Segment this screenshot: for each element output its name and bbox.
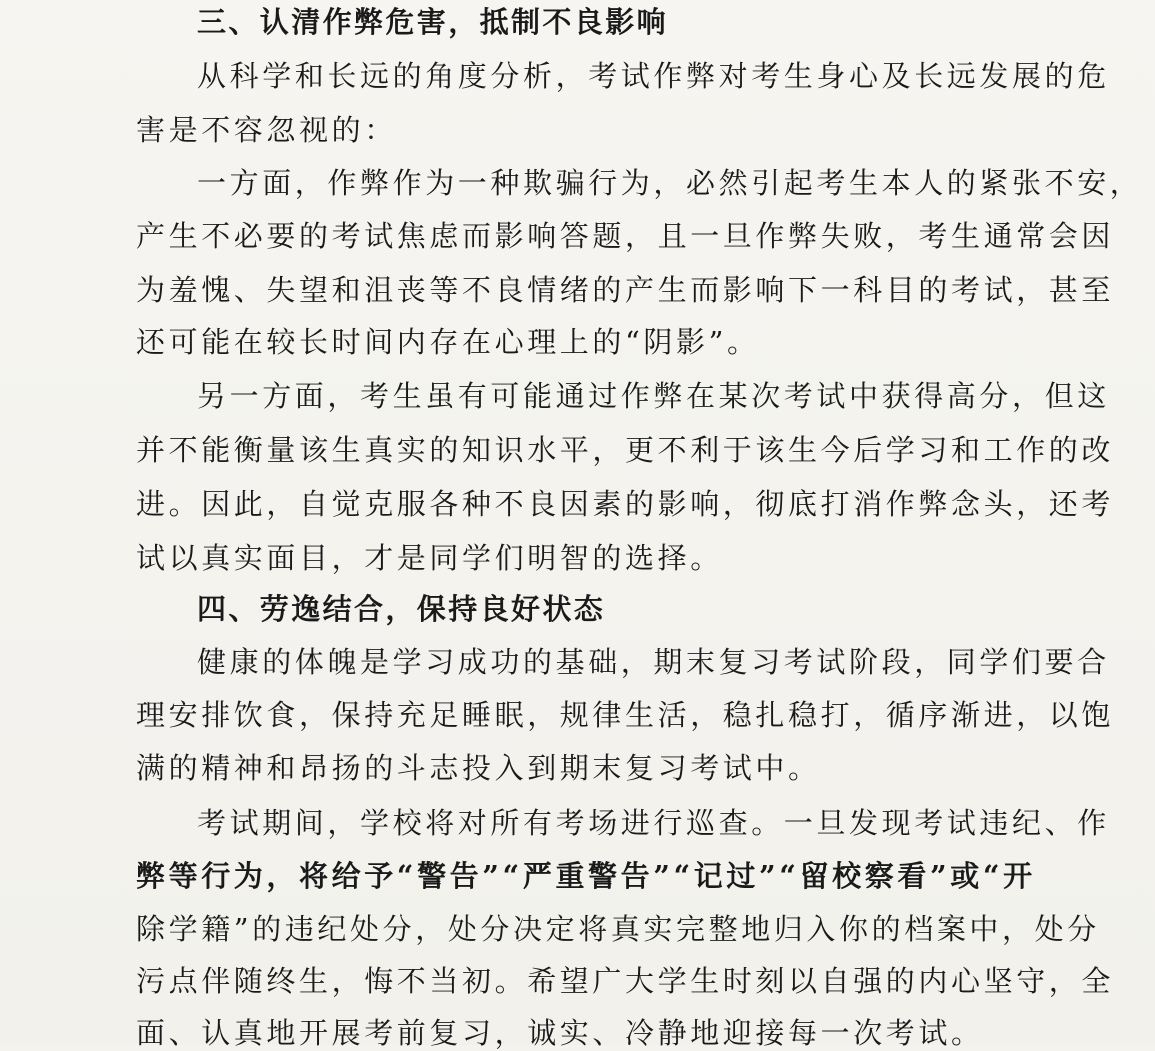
section-heading-3: 三、认清作弊危害，抵制不良影响	[197, 5, 669, 39]
paragraph-line: 污点伴随终生，悔不当初。希望广大学生时刻以自强的内心坚守，全	[136, 964, 1115, 998]
paragraph-line: 一方面，作弊作为一种欺骗行为，必然引起考生本人的紧张不安，	[197, 166, 1143, 200]
paragraph-line: 产生不必要的考试焦虑而影响答题，且一旦作弊失败，考生通常会因	[136, 219, 1115, 253]
paragraph-line: 除学籍”的违纪处分，处分决定将真实完整地归入你的档案中，处分	[136, 912, 1100, 946]
paragraph-line: 理安排饮食，保持充足睡眠，规律生活，稳扎稳打，循序渐进，以饱	[136, 698, 1115, 732]
section-heading-4: 四、劳逸结合，保持良好状态	[197, 592, 606, 626]
paragraph-line: 满的精神和昂扬的斗志投入到期末复习考试中。	[136, 751, 821, 785]
paragraph-line: 进。因此，自觉克服各种不良因素的影响，彻底打消作弊念头，还考	[136, 487, 1115, 521]
paragraph-line: 健康的体魄是学习成功的基础，期末复习考试阶段，同学们要合	[197, 645, 1110, 679]
paragraph-line: 试以真实面目，才是同学们明智的选择。	[136, 541, 723, 575]
paragraph-line: 从科学和长远的角度分析，考试作弊对考生身心及长远发展的危	[197, 59, 1110, 93]
paragraph-line: 为羞愧、失望和沮丧等不良情绪的产生而影响下一科目的考试，甚至	[136, 273, 1115, 307]
paragraph-line: 考试期间，学校将对所有考场进行巡查。一旦发现考试违纪、作	[197, 806, 1110, 840]
paragraph-line: 并不能衡量该生真实的知识水平，更不利于该生今后学习和工作的改	[136, 433, 1115, 467]
paragraph-line: 另一方面，考生虽有可能通过作弊在某次考试中获得高分，但这	[197, 379, 1110, 413]
paragraph-line: 还可能在较长时间内存在心理上的“阴影”。	[136, 325, 760, 359]
paragraph-line: 面、认真地开展考前复习，诚实、冷静地迎接每一次考试。	[136, 1016, 984, 1050]
paragraph-line: 弊等行为，将给予“警告”“严重警告”“记过”“留校察看”或“开	[136, 859, 1036, 893]
paragraph-line: 害是不容忽视的：	[136, 113, 397, 147]
